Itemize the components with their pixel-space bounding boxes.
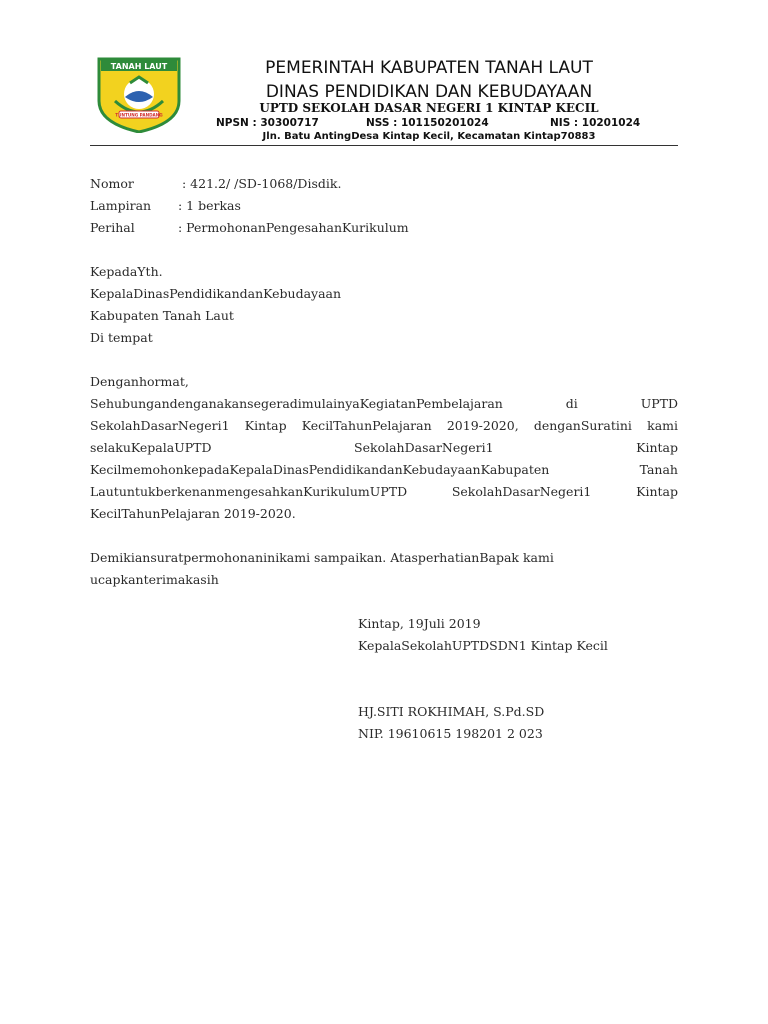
letterhead-npsn: NPSN : 30300717 xyxy=(216,117,319,129)
svg-text:TUNTUNG PANDANG: TUNTUNG PANDANG xyxy=(115,112,163,118)
meta-label: Perihal xyxy=(90,220,135,235)
recipient-line: KepadaYth. xyxy=(90,264,163,279)
meta-value: : 421.2/ /SD-1068/Disdik. xyxy=(182,176,342,191)
closing-line: Demikiansuratpermohonaninikami sampaikan. AtasperhatianBapak kami xyxy=(90,550,554,565)
recipient-line: Kabupaten Tanah Laut xyxy=(90,308,234,323)
letterhead-government: PEMERINTAH KABUPATEN TANAH LAUT xyxy=(265,58,593,78)
recipient-line: KepalaDinasPendidikandanKebudayaan xyxy=(90,286,342,301)
greeting: Denganhormat, xyxy=(90,374,189,389)
letterhead-nss: NSS : 101150201024 xyxy=(366,117,489,129)
body-paragraph-line: LautuntukberkenanmengesahkanKurikulumUPTD SekolahDasarNegeri1 Kintap xyxy=(90,484,678,499)
svg-text:TANAH LAUT: TANAH LAUT xyxy=(110,62,168,71)
meta-perihal xyxy=(90,220,409,235)
meta-value: : 1 berkas xyxy=(178,198,241,213)
meta-value: : PermohonanPengesahanKurikulum xyxy=(178,220,409,235)
body-paragraph-line: SehubungandenganakansegeradimulainyaKegiatanPembelajaran di UPTD xyxy=(90,396,678,411)
tanah-laut-logo xyxy=(97,57,181,133)
body-paragraph-line: SekolahDasarNegeri1 Kintap KecilTahunPelajaran 2019-2020, denganSuratini kami xyxy=(90,418,678,433)
recipient-line: Di tempat xyxy=(90,330,153,345)
body-paragraph-line: KecilmemohonkepadaKepalaDinasPendidikandanKebudayaanKabupaten Tanah xyxy=(90,462,678,477)
closing-line: ucapkanterimakasih xyxy=(90,572,219,587)
letterhead-divider xyxy=(90,145,678,146)
letterhead-address: Jln. Batu AntingDesa Kintap Kecil, Kecamatan Kintap70883 xyxy=(262,131,596,142)
signature-position: KepalaSekolahUPTDSDN1 Kintap Kecil xyxy=(358,638,608,653)
meta-label: Nomor xyxy=(90,176,134,191)
signature-place-date: Kintap, 19Juli 2019 xyxy=(358,616,481,631)
meta-lampiran xyxy=(90,198,241,213)
meta-nomor xyxy=(90,176,341,191)
body-paragraph-line: selakuKepalaUPTD SekolahDasarNegeri1 Kintap xyxy=(90,440,678,455)
body-paragraph-line: KecilTahunPelajaran 2019-2020. xyxy=(90,506,296,521)
signature-name: HJ.SITI ROKHIMAH, S.Pd.SD xyxy=(358,704,545,719)
signature-nip: NIP. 19610615 198201 2 023 xyxy=(358,726,543,741)
meta-label: Lampiran xyxy=(90,198,152,213)
letterhead-school: UPTD SEKOLAH DASAR NEGERI 1 KINTAP KECIL xyxy=(259,101,599,115)
letterhead-department: DINAS PENDIDIKAN DAN KEBUDAYAAN xyxy=(265,82,593,102)
letterhead-nis: NIS : 10201024 xyxy=(550,117,641,129)
